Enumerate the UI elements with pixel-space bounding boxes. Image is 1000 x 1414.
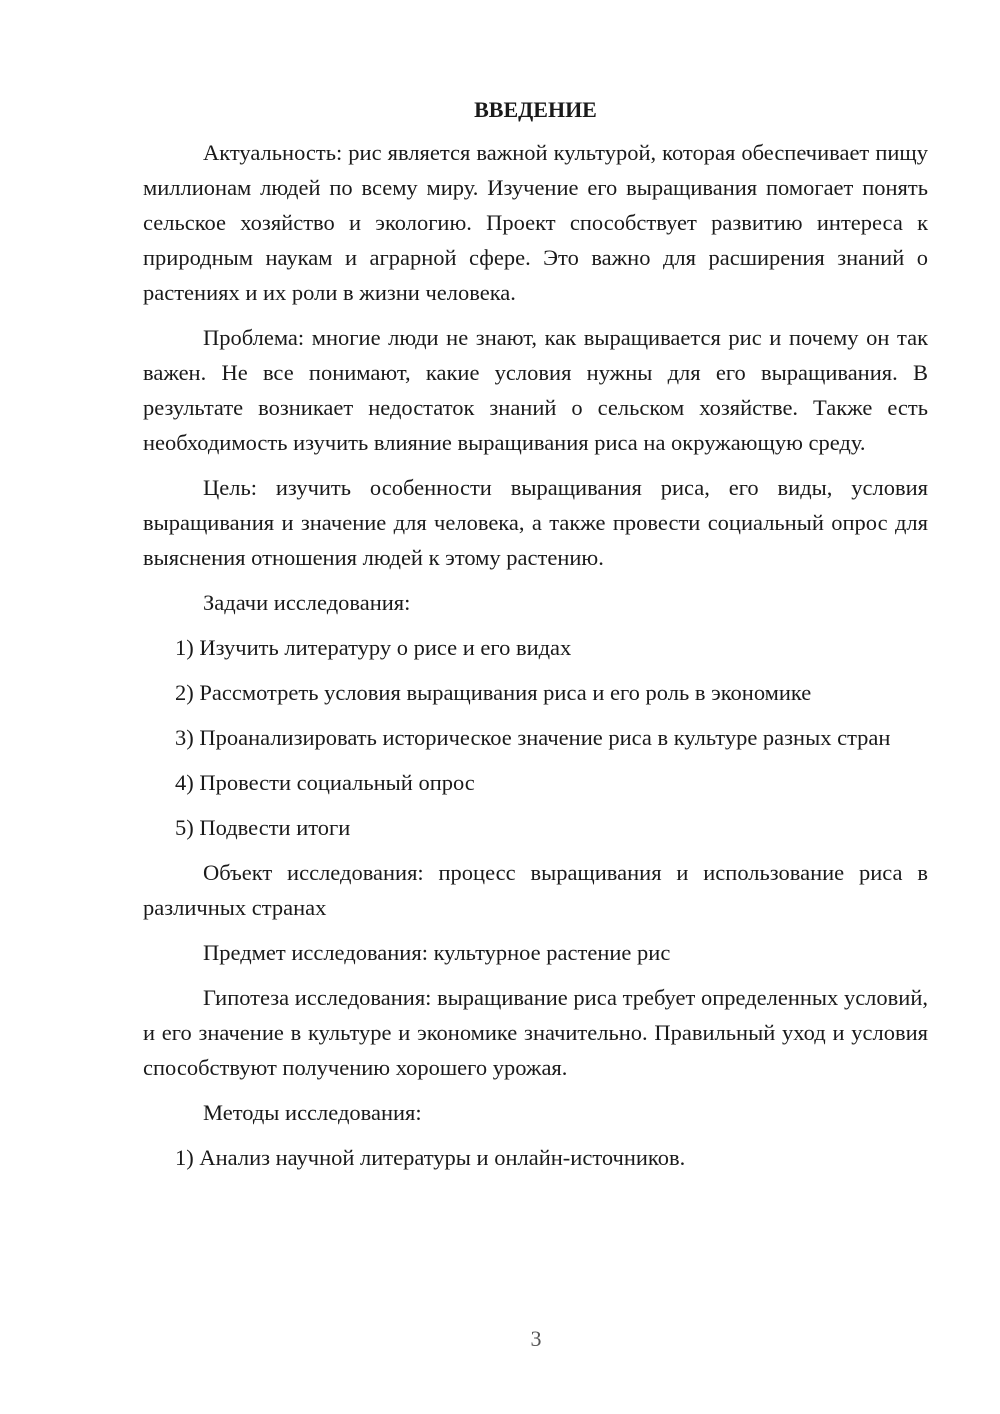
task-item-2: 2) Рассмотреть условия выращивания риса и его роль в экономике bbox=[175, 680, 812, 705]
method-item-1: 1) Анализ научной литературы и онлайн-источников. bbox=[175, 1145, 686, 1170]
document-page bbox=[143, 92, 928, 1185]
paragraph-relevance: Актуальность: рис является важной культурой, которая обеспечивает пищу миллионам людей по всему миру. Изучение его выращивания помогает понять сельское хозяйство и экологию. Проект способствует развитию интереса к природным наукам и аграрной сфере. Это важно для расширения знаний о растениях и их роли в жизни человека. bbox=[143, 140, 928, 305]
section-title: ВВЕДЕНИЕ bbox=[474, 97, 597, 122]
paragraph-object: Объект исследования: процесс выращивания и использование риса в различных странах bbox=[143, 860, 928, 920]
task-item-3: 3) Проанализировать историческое значение риса в культуре разных стран bbox=[175, 725, 891, 750]
paragraph-subject: Предмет исследования: культурное растение рис bbox=[203, 940, 671, 965]
task-item-4: 4) Провести социальный опрос bbox=[175, 770, 475, 795]
tasks-heading: Задачи исследования: bbox=[203, 590, 411, 615]
page-number: 3 bbox=[530, 1326, 542, 1351]
task-item-5: 5) Подвести итоги bbox=[175, 815, 351, 840]
paragraph-goal: Цель: изучить особенности выращивания риса, его виды, условия выращивания и значение для человека, а также провести социальный опрос для выяснения отношения людей к этому растению. bbox=[143, 475, 928, 570]
paragraph-hypothesis: Гипотеза исследования: выращивание риса требует определенных условий, и его значение в культуре и экономике значительно. Правильный уход и условия способствуют получению хорошего урожая. bbox=[143, 985, 928, 1080]
methods-heading: Методы исследования: bbox=[203, 1100, 422, 1125]
task-item-1: 1) Изучить литературу о рисе и его видах bbox=[175, 635, 572, 660]
paragraph-problem: Проблема: многие люди не знают, как выращивается рис и почему он так важен. Не все понимают, какие условия нужны для его выращивания. В результате возникает недостаток знаний о сельском хозяйстве. Также есть необходимость изучить влияние выращивания риса на окружающую среду. bbox=[143, 325, 928, 455]
